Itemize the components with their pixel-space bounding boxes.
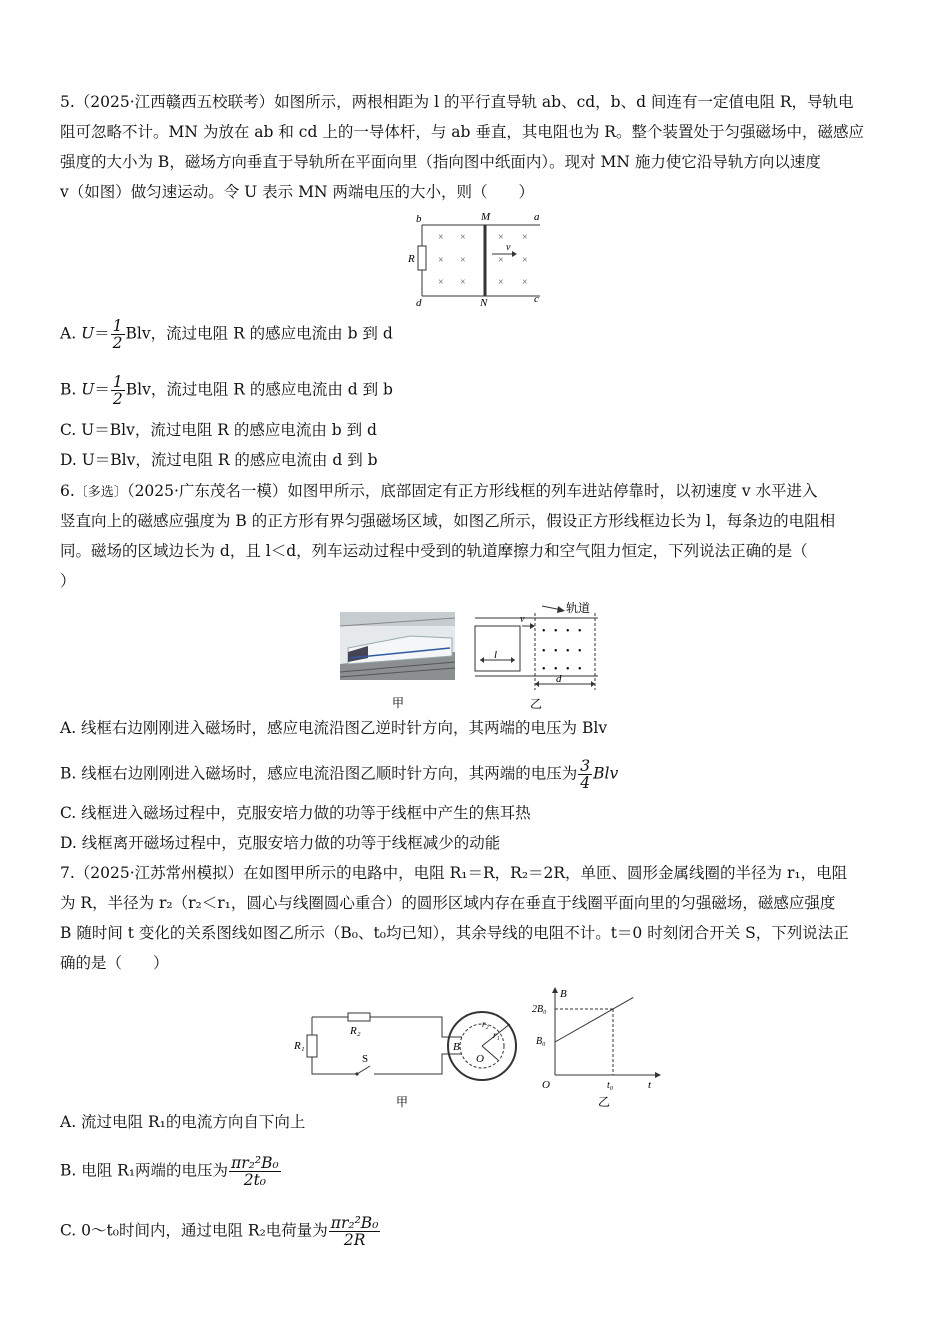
q5-label-a: a (534, 211, 540, 223)
q5-stem-line-3: 强度的大小为 B，磁场方向垂直于导轨所在平面向里（指向图中纸面内）。现对 MN 施力使它沿导轨方向以速度 (60, 153, 821, 171)
q6-option-c[interactable]: C. 线框进入磁场过程中，克服安培力做的功等于线框中产生的焦耳热 (60, 804, 531, 822)
svg-text:×: × (460, 255, 466, 266)
q5-rail-figure (400, 208, 550, 308)
q7-label-R1: R₁ (294, 1040, 305, 1052)
svg-text:×: × (438, 277, 444, 288)
q7-stem-line-2: 为 R，半径为 r₂（r₂＜r₁，圆心与线圈圆心重合）的圆形区域内存在垂直于线圈平面向里的匀强磁场，磁感应强度 (60, 894, 836, 912)
q6-field-dots (542, 626, 582, 675)
svg-text:×: × (498, 277, 504, 288)
q7-origin: O (542, 1079, 550, 1091)
q5-option-b[interactable]: B. U＝ $\frac{1}{2}$ Blv，流过电阻 R 的感应电流由 d 到 b (60, 373, 393, 408)
q7-option-c[interactable]: C. 0～t₀时间内，通过电阻 R₂电荷量为 $\frac{\text{πr₂²B₀}}{2R}$ (60, 1214, 379, 1249)
q7-label-O: O (476, 1053, 484, 1065)
q6-label-yi: 乙 (530, 697, 543, 711)
q6-label-jia: 甲 (392, 696, 405, 710)
q7-stem-line-4: 确的是（ ） (60, 954, 169, 972)
svg-text:×: × (438, 232, 444, 243)
q7-label-r2: r₂ (482, 1019, 489, 1029)
q5-label-b: b (416, 213, 422, 225)
svg-text:•: • (578, 664, 582, 675)
svg-text:•: • (542, 646, 546, 657)
q7-label-jia: 甲 (396, 1095, 409, 1109)
q6-label-l: l (494, 649, 498, 661)
svg-text:•: • (554, 626, 558, 637)
q7-stem-line-3: B 随时间 t 变化的关系图线如图乙所示（B₀、t₀均已知），其余导线的电阻不计。t＝0 时刻闭合开关 S，下列说法正 (60, 924, 849, 942)
q6-option-a[interactable]: A. 线框右边刚刚进入磁场时，感应电流沿图乙逆时针方向，其两端的电压为 Blv (60, 719, 608, 737)
svg-text:×: × (460, 277, 466, 288)
q6-stem-line-2: 竖直向上的磁感应强度为 B 的正方形有界匀强磁场区域，如图乙所示，假设正方形线框边长为 l，每条边的电阻相 (60, 512, 836, 530)
q5-label-M: M (481, 211, 491, 223)
q7-resistor-r2 (348, 1013, 370, 1021)
q6-train-photo (340, 612, 458, 712)
q6-label-v: v (520, 614, 525, 625)
q5-field-crosses (438, 232, 528, 288)
q5-stem-line-1: 5.（2025·江西赣西五校联考）如图所示，两根相距为 l 的平行直导轨 ab、cd，b、d 间连有一定值电阻 R，导轨电 (60, 93, 854, 111)
svg-text:•: • (542, 626, 546, 637)
q5-label-c: c (534, 293, 539, 305)
q5-label-N: N (480, 297, 488, 308)
q7-resistor-r1 (307, 1035, 317, 1057)
svg-text:•: • (566, 664, 570, 675)
q5-option-a[interactable]: A. U＝ $\frac{1}{2}$ Blv，流过电阻 R 的感应电流由 b 到 d (60, 317, 393, 352)
svg-text:×: × (522, 232, 528, 243)
q5-resistor (418, 246, 426, 270)
q5-option-c[interactable]: C. U＝Blv，流过电阻 R 的感应电流由 b 到 d (60, 421, 377, 439)
q7-tick-t0: t₀ (607, 1080, 614, 1091)
q5-stem-line-2: 阻可忽略不计。MN 为放在 ab 和 cd 上的一导体杆，与 ab 垂直，其电阻也为 R。整个装置处于匀强磁场中，磁感应 (60, 123, 864, 141)
q7-tick-2b0: 2B₀ (532, 1004, 547, 1015)
q7-stem-line-1: 7.（2025·江苏常州模拟）在如图甲所示的电路中，电阻 R₁＝R，R₂＝2R，单匝、圆形金属线圈的半径为 r₁，电阻 (60, 864, 848, 882)
svg-text:•: • (566, 646, 570, 657)
svg-text:•: • (566, 626, 570, 637)
q5-stem-line-4: v（如图）做匀速运动。令 U 表示 MN 两端电压的大小，则（ ） (60, 183, 534, 201)
q7-bt-line (555, 997, 633, 1042)
q7-label-S: S (362, 1053, 369, 1065)
q6-stem-line-1: 6.〔多选〕（2025·广东茂名一模）如图甲所示，底部固定有正方形线框的列车进站停靠时，以初速度 v 水平进入 (60, 482, 818, 500)
svg-text:×: × (460, 232, 466, 243)
q5-label-v: v (506, 242, 511, 253)
multi-choice-tag: 〔多选〕 (74, 485, 127, 500)
svg-text:•: • (542, 664, 546, 675)
svg-text:×: × (498, 232, 504, 243)
svg-text:×: × (498, 255, 504, 266)
q7-axis-label-B: B (560, 988, 567, 1000)
q5-label-d: d (416, 297, 422, 308)
q7-axis-label-t: t (648, 1079, 652, 1091)
svg-text:×: × (522, 277, 528, 288)
q7-label-r1: r₁ (493, 1030, 500, 1040)
q6-field-diagram (470, 598, 620, 713)
svg-text:•: • (578, 626, 582, 637)
svg-text:×: × (438, 255, 444, 266)
q6-stem-line-4: ） (60, 572, 76, 590)
q7-circuit-diagram (292, 1002, 522, 1110)
q6-label-rail: 轨道 (566, 601, 591, 615)
q7-option-b[interactable]: B. 电阻 R₁两端的电压为 $\frac{\text{πr₂²B₀}}{\text{2t₀}}$ (60, 1154, 279, 1189)
q7-switch (357, 1066, 370, 1074)
svg-text:•: • (554, 664, 558, 675)
q6-label-d: d (556, 673, 562, 685)
q7-option-a[interactable]: A. 流过电阻 R₁的电流方向自下向上 (60, 1113, 306, 1131)
q7-label-R2: R₂ (350, 1025, 361, 1037)
svg-text:×: × (522, 255, 528, 266)
svg-text:•: • (578, 646, 582, 657)
q5-label-R: R (408, 253, 415, 265)
q5-option-d[interactable]: D. U＝Blv，流过电阻 R 的感应电流由 d 到 b (60, 451, 378, 469)
svg-text:•: • (554, 646, 558, 657)
q7-tick-b0: B₀ (536, 1036, 546, 1047)
q7-bt-graph (530, 985, 665, 1110)
q7-label-yi: 乙 (598, 1095, 611, 1109)
q6-stem-line-3: 同。磁场的区域边长为 d，且 l＜d，列车运动过程中受到的轨道摩擦力和空气阻力恒定，下列说法正确的是（ (60, 542, 808, 560)
q6-option-d[interactable]: D. 线框离开磁场过程中，克服安培力做的功等于线框减少的动能 (60, 834, 501, 852)
q7-label-B: B (453, 1041, 460, 1053)
q6-square-loop (475, 626, 520, 671)
q6-option-b[interactable]: B. 线框右边刚刚进入磁场时，感应电流沿图乙顺时针方向，其两端的电压为 $\frac{3}{4}$ Blv (60, 757, 619, 792)
